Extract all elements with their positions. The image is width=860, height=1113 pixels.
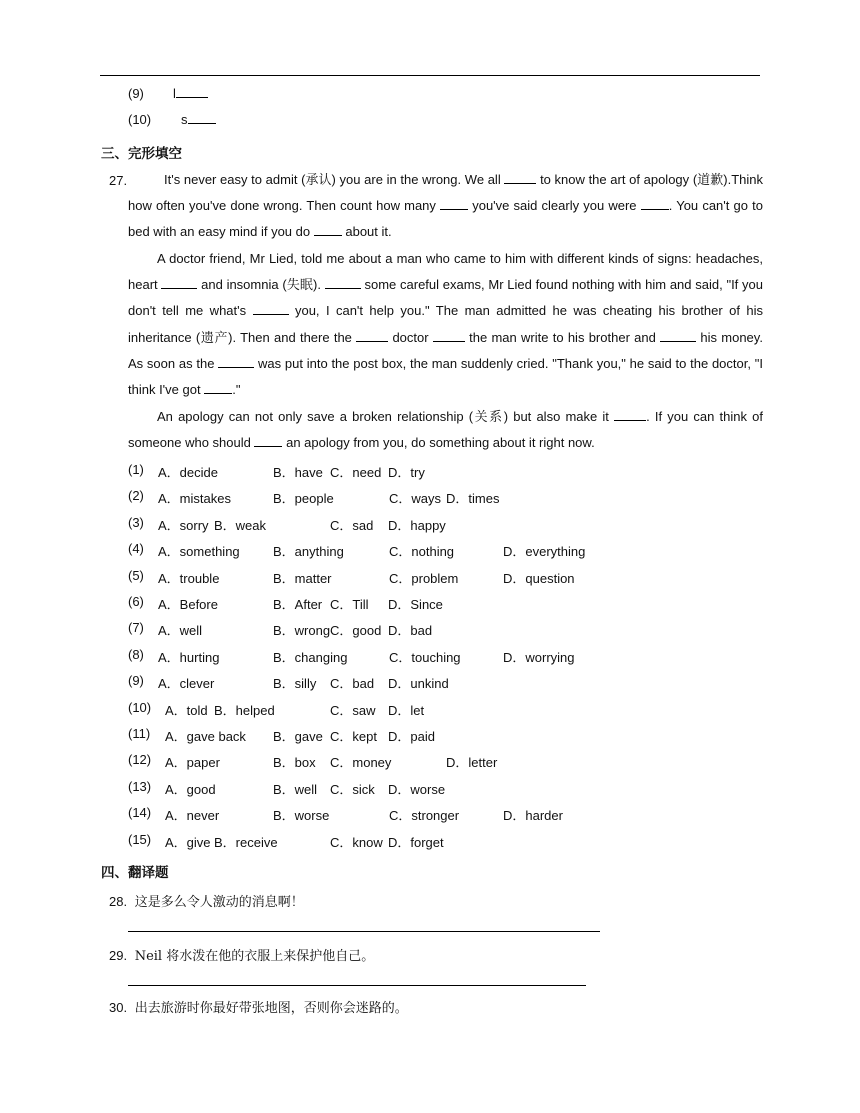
- translation-prompt: 出去旅游时你最好带张地图，否则你会迷路的。: [134, 1001, 408, 1016]
- option-c[interactable]: C．money: [330, 755, 392, 771]
- blank-14[interactable]: [254, 435, 282, 447]
- option-number: (6): [128, 594, 144, 609]
- blank-11[interactable]: [218, 356, 254, 368]
- passage-paragraph-1: It's never easy to admit (承认) you are in the wrong. We all to know the art of apology (道歉).Think how often you've done wrong. Then count how many you've said clearly you were . You can't go to bed with an easy mind if you do about it.: [128, 172, 764, 240]
- option-a[interactable]: A．sorry: [158, 517, 209, 533]
- option-c[interactable]: C．good: [330, 623, 382, 639]
- option-c[interactable]: C．saw: [330, 702, 376, 718]
- question-number: 30.: [109, 1000, 128, 1015]
- option-b[interactable]: B．changing: [273, 649, 348, 665]
- option-number: (10): [128, 699, 152, 715]
- item-9-answer: [173, 86, 208, 101]
- option-b[interactable]: B．box: [273, 755, 316, 771]
- item-10-answer: [181, 112, 216, 127]
- blank-2[interactable]: [440, 198, 468, 210]
- option-number: (11): [128, 726, 151, 741]
- option-b[interactable]: B．silly: [273, 676, 317, 692]
- option-a[interactable]: A．paper: [165, 755, 220, 771]
- option-a[interactable]: A．clever: [158, 676, 215, 692]
- option-number: (3): [128, 514, 144, 530]
- option-number: (12): [128, 752, 152, 768]
- blank-10[interactable]: [660, 330, 696, 342]
- option-number: (4): [128, 541, 144, 557]
- answer-blank[interactable]: [176, 86, 208, 98]
- option-d[interactable]: D．Since: [388, 597, 443, 612]
- option-c[interactable]: C．bad: [330, 676, 375, 692]
- item-10: [128, 112, 151, 127]
- option-c[interactable]: C．sad: [330, 517, 374, 533]
- option-c[interactable]: C．need: [330, 465, 382, 480]
- blank-1[interactable]: [504, 172, 536, 184]
- option-d[interactable]: D．paid: [388, 729, 435, 744]
- option-number: (2): [128, 488, 144, 504]
- blank-7[interactable]: [253, 303, 289, 315]
- option-a[interactable]: A．gave back: [165, 729, 246, 744]
- option-c[interactable]: C．ways: [389, 491, 442, 507]
- answer-line-28[interactable]: [128, 931, 600, 932]
- question-number: 28.: [109, 894, 128, 909]
- translation-prompt: Neil 将水泼在他的衣服上来保护他自己。: [134, 949, 375, 964]
- option-a[interactable]: A．give: [165, 834, 211, 850]
- option-a[interactable]: A．something: [158, 544, 240, 560]
- option-d[interactable]: D．let: [388, 702, 425, 718]
- option-b[interactable]: B．people: [273, 491, 334, 507]
- item-9: [128, 86, 144, 101]
- blank-8[interactable]: [356, 330, 388, 342]
- option-b[interactable]: B．weak: [214, 517, 267, 533]
- option-b[interactable]: B．well: [273, 781, 318, 797]
- option-d[interactable]: D．try: [388, 465, 425, 480]
- blank-12[interactable]: [204, 382, 232, 394]
- translation-30: [109, 997, 408, 1016]
- option-b[interactable]: B．matter: [273, 570, 332, 586]
- option-b[interactable]: B．have: [273, 465, 323, 480]
- option-b[interactable]: B．gave: [273, 729, 323, 744]
- option-d[interactable]: D．question: [503, 570, 575, 586]
- item-number: (10): [128, 112, 152, 127]
- option-b[interactable]: B．anything: [273, 544, 344, 560]
- option-d[interactable]: D．harder: [503, 808, 563, 824]
- option-number: (13): [128, 778, 152, 794]
- option-d[interactable]: D．bad: [388, 623, 433, 639]
- option-c[interactable]: C．touching: [389, 649, 461, 665]
- translation-29: [109, 945, 374, 964]
- item-letter: s: [181, 112, 188, 127]
- blank-9[interactable]: [433, 330, 465, 342]
- option-b[interactable]: B．helped: [214, 702, 275, 718]
- option-d[interactable]: D．worse: [388, 781, 446, 797]
- option-a[interactable]: A．mistakes: [158, 491, 231, 507]
- option-number: (9): [128, 673, 144, 689]
- section-4-title: 四、翻译题: [101, 865, 169, 880]
- option-c[interactable]: C．know: [330, 834, 383, 850]
- option-c[interactable]: C．kept: [330, 729, 377, 744]
- option-b[interactable]: B．worse: [273, 808, 330, 824]
- option-number: (7): [128, 620, 144, 636]
- option-d[interactable]: D．forget: [388, 834, 444, 850]
- blank-13[interactable]: [614, 409, 646, 421]
- item-letter: l: [173, 86, 176, 101]
- option-a[interactable]: A．good: [165, 781, 216, 797]
- option-a[interactable]: A．well: [158, 623, 203, 639]
- passage-paragraph-2: A doctor friend, Mr Lied, told me about a man who came to him with different kinds of signs: headaches, heart and insomnia (失眠). some careful exams, Mr Lied found nothing with him and said, "If you don't tell me what's you, I can't help you." The man admitted he was cheating his brother of his inheritance (遗产). Then and there the doctor the man write to his brother and his money. As soon as the was put into the post box, the man suddenly cried. "Thank you," he said to the doctor, "I think I've got .": [128, 251, 763, 398]
- option-d[interactable]: D．everything: [503, 544, 586, 560]
- option-c[interactable]: C．sick: [330, 781, 375, 797]
- option-number: (14): [128, 805, 152, 821]
- option-a[interactable]: A．hurting: [158, 649, 220, 665]
- answer-line-29[interactable]: [128, 985, 586, 986]
- option-d[interactable]: D．happy: [388, 517, 446, 533]
- translation-prompt: 这是多么令人激动的消息啊！: [134, 895, 304, 910]
- option-d[interactable]: D．unkind: [388, 676, 449, 692]
- option-d[interactable]: D．worrying: [503, 649, 575, 665]
- option-b[interactable]: B．wrong: [273, 623, 331, 639]
- section-3-title: 三、完形填空: [101, 146, 182, 161]
- item-number: (9): [128, 86, 144, 101]
- option-number: (15): [128, 831, 152, 847]
- option-number: (1): [128, 462, 144, 477]
- passage-paragraph-3: An apology can not only save a broken relationship (关系) but also make it . If you can think of someone who should an apology from you, do something about it right now.: [128, 409, 763, 451]
- option-d[interactable]: D．times: [446, 491, 500, 507]
- translation-28: [109, 891, 304, 910]
- question-number: 29.: [109, 948, 128, 963]
- answer-blank[interactable]: [188, 112, 216, 124]
- option-a[interactable]: A．told: [165, 702, 208, 718]
- option-a[interactable]: A．decide: [158, 465, 218, 480]
- option-a[interactable]: A．Before: [158, 597, 218, 612]
- option-b[interactable]: B．receive: [214, 834, 278, 850]
- option-b[interactable]: B．After: [273, 597, 323, 612]
- blank-6[interactable]: [325, 277, 361, 289]
- option-a[interactable]: A．trouble: [158, 570, 220, 586]
- option-number: (8): [128, 646, 144, 662]
- top-rule: [100, 75, 760, 76]
- option-c[interactable]: C．Till: [330, 597, 369, 612]
- blank-4[interactable]: [314, 224, 342, 236]
- option-c[interactable]: C．problem: [389, 570, 459, 586]
- blank-3[interactable]: [641, 198, 669, 210]
- option-c[interactable]: C．nothing: [389, 544, 455, 560]
- option-a[interactable]: A．never: [165, 808, 220, 824]
- blank-5[interactable]: [161, 277, 197, 289]
- question-27-number: 27.: [109, 173, 128, 188]
- option-number: (5): [128, 567, 144, 583]
- option-d[interactable]: D．letter: [446, 755, 498, 771]
- option-c[interactable]: C．stronger: [389, 808, 460, 824]
